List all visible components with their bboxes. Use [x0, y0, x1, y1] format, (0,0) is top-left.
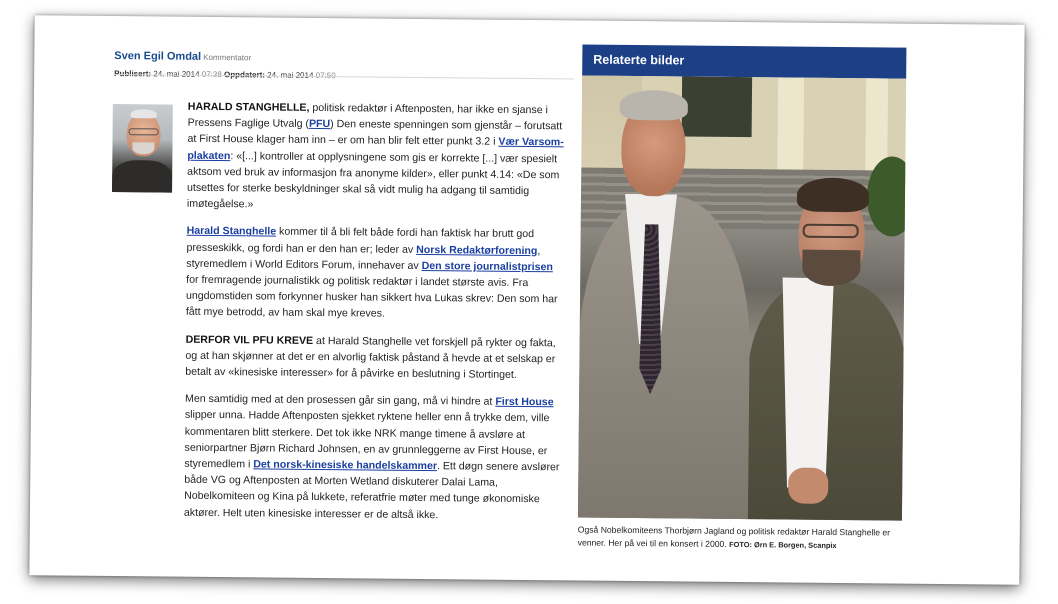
body-text: politisk redaktør i Aftenposten, har ikke en sjanse i Pressens Faglige Utvalg ( [187, 101, 549, 131]
caption-text: Også Nobelkomiteens Thorbjørn Jagland og politisk redaktør Harald Stanghelle er venner. Her på vei til en konsert i 2000. [577, 524, 891, 549]
link-first-house[interactable]: First House [495, 395, 554, 409]
body-text: , styremedlem i World Editors Forum, innehaver av [186, 244, 541, 272]
link-pfu[interactable]: PFU [308, 118, 331, 131]
author-portrait [112, 104, 173, 193]
body-text: : «[...] kontroller at opplysningene som gis er korrekte [...] vær spesielt aktsom ved bruk av informasjon fra anonyme kilder», eller punkt 4.14: «De som utsettes for sterke beskyldninger skal så vidt mulig ha adgang til samtidig imøtegåelse.» [186, 149, 560, 211]
link-var-varsom[interactable]: Vær Varsom-plakaten [187, 136, 564, 162]
body-text: for fremragende journalistikk og politisk redaktør i landet største avis. Fra ungdomstiden som forkynner husker han sikkert hva Lukas skrev: Den som har fått mye betrodd, av ham skal mye kreves. [185, 273, 558, 321]
link-journalistprisen[interactable]: Den store journalistprisen [421, 259, 553, 274]
body-text: slipper unna. Hadde Aftenposten sjekket ryktene heller enn å trykke dem, ville kommentaren blitt sterkere. Det tok ikke NRK mange timene å avsløre at seniorpartner Bjørn Richard Johnsen, en av grunnleggerne av First House, er styremedlem i [184, 409, 550, 471]
paragraph-3 [185, 331, 565, 383]
link-handelskammer[interactable]: Det norsk-kinesiske handelskammer [253, 458, 438, 473]
related-photo[interactable] [578, 76, 906, 521]
author-role: Kommentator [203, 52, 252, 63]
lead-text: DERFOR VIL PFU KREVE [185, 333, 314, 347]
body-text: ) Den eneste spenningen som gjenstår – forutsatt at First House klager ham inn – er om han blir felt etter punkt 3.2 i [187, 118, 563, 149]
link-harald-stanghelle[interactable]: Harald Stanghelle [186, 225, 277, 239]
photo-caption [578, 523, 896, 553]
author-link[interactable]: Sven Egil Omdal [114, 50, 202, 63]
body-text: . Ett døgn senere avslører både VG og Aftenposten at Morten Wetland diskuterer Dalai Lama, Nobelkomiteen og Kina på lukkete, referatfrie møter med tunge økonomiske aktører. Helt uten kinesiske interesser er de altså ikke. [183, 460, 560, 521]
related-images [578, 45, 907, 554]
body-text: Men samtidig med at den prosessen går sin gang, må vi hindre at [184, 392, 496, 408]
article-page [29, 15, 1024, 584]
paragraph-2 [186, 223, 567, 324]
paragraph-1 [187, 99, 568, 216]
photo-credit: FOTO: Ørn E. Borgen, Scanpix [729, 539, 837, 550]
link-norsk-redaktorforening[interactable]: Norsk Redaktørforening [416, 243, 538, 257]
lead-text: HARALD STANGHELLE, [187, 100, 310, 114]
body-text: at Harald Stanghelle vet forskjell på rykter og fakta, og at han skjønner at det er en alvorlig faktisk påstand å hevde at et selskap er betalt av «kinesiske interesser» for å påvirke en beslutning i Stortinget. [185, 334, 556, 381]
body-text: kommer til å bli felt både fordi han faktisk har brutt god presseskikk, og fordi han er den han er; leder av [186, 226, 535, 256]
paragraph-4 [184, 391, 565, 524]
related-header: Relaterte bilder [582, 45, 906, 79]
article-body [184, 99, 568, 536]
